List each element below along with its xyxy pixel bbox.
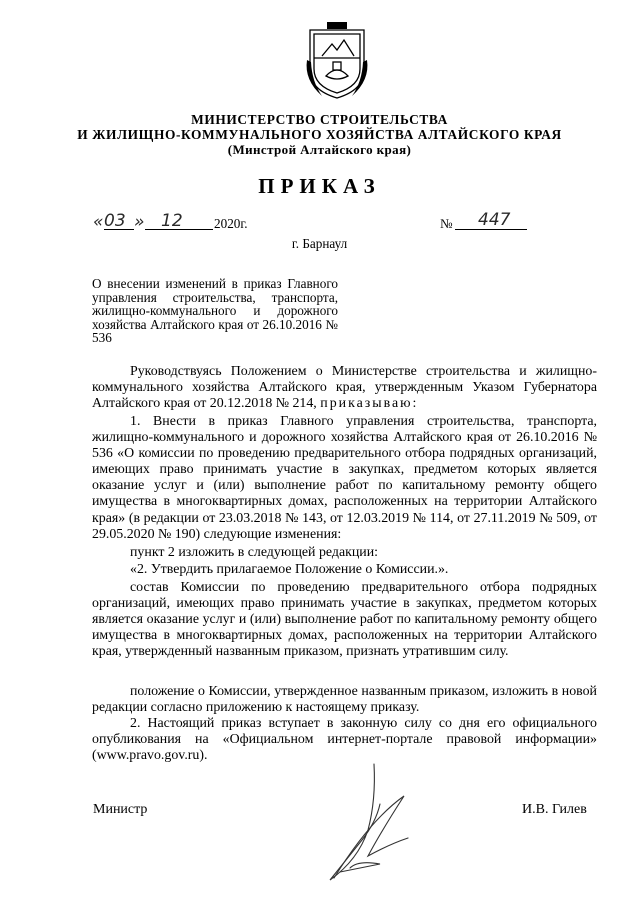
commission-composition-text: состав Комиссии по проведению предварительного отбора подрядных организаций, имеющих право принимать участие в закупках, предметом которых является оказание услуг и (или) выполнение работ по капитальному ремонту общего имущества в многоквартирных домах, расположенных на территории Алтайского края, утвержденный названным приказом, признать утратившим силу.	[92, 580, 597, 660]
date-month-handwritten: 12	[161, 211, 183, 231]
body-paragraph-3	[92, 545, 597, 561]
regulation-text: положение о Комиссии, утвержденное названным приказом, изложить в новой редакции согласно приложению к настоящему приказу.	[92, 684, 597, 716]
body-paragraph-4	[92, 562, 597, 578]
date-close-quote: »	[134, 212, 145, 232]
coat-of-arms-icon	[302, 20, 372, 102]
body-paragraph-5	[92, 580, 597, 660]
date-day-handwritten: 03	[104, 211, 126, 231]
date-open-quote: «	[93, 212, 104, 232]
ministry-name-line2: И ЖИЛИЩНО-КОММУНАЛЬНОГО ХОЗЯЙСТВА АЛТАЙСКОГО КРАЯ	[77, 127, 562, 142]
order-subject: О внесении изменений в приказ Главного управления строительства, транспорта, жилищно-коммунального и дорожного хозяйства Алтайского края от 26.10.2016 № 536	[92, 276, 338, 346]
signatory-name: И.В. Гилев	[522, 802, 587, 817]
date-day-underline	[104, 229, 134, 230]
body-paragraph-7	[92, 716, 597, 764]
point-2-intro: пункт 2 изложить в следующей редакции:	[130, 545, 379, 560]
city-name: г. Барнаул	[291, 236, 348, 251]
order-keyword: приказываю	[320, 396, 413, 412]
item-1-text: 1. Внести в приказ Главного управления строительства, транспорта, жилищно-коммунального и дорожного хозяйства Алтайского края от 26.10.2016 № 536 «О комиссии по проведению предварительного отбора подрядных организаций, имеющих право принимать участие в закупках, предметом которых является оказание услуг и (или) выполнение работ по капитальному ремонту общего имущества в многоквартирных домах, расположенных на территории Алтайского края» (в редакции от 23.03.2018 № 143, от 12.03.2019 № 114, от 27.11.2019 № 509, от 29.05.2020 № 190) следующие изменения:	[92, 414, 597, 542]
item-2-text: 2. Настоящий приказ вступает в законную силу со дня его официального опубликования на «Официальном интернет-портале правовой информации» (www.pravo.gov.ru).	[92, 716, 597, 764]
body-paragraph-6	[92, 684, 597, 716]
order-number-handwritten: 447	[478, 210, 511, 230]
ministry-short-name: (Минстрой Алтайского края)	[227, 142, 412, 157]
date-month-underline	[145, 229, 213, 230]
number-underline	[455, 229, 527, 230]
body-paragraph-2	[92, 414, 597, 543]
document-type-title: ПРИКАЗ	[258, 174, 381, 198]
signatory-position: Министр	[93, 802, 148, 817]
handwritten-signature	[310, 760, 420, 885]
preamble-text: Руководствуясь Положением о Министерстве строительства и жилищно-коммунального хозяйства Алтайского края, утвержденным Указом Губернатора Алтайского края от 20.12.2018 № 214,	[92, 364, 597, 412]
number-label: №	[440, 216, 453, 231]
point-2-new-wording: «2. Утвердить прилагаемое Положение о Комиссии.».	[130, 562, 449, 577]
ministry-name-line1: МИНИСТЕРСТВО СТРОИТЕЛЬСТВА	[191, 112, 448, 127]
preamble-colon: :	[412, 396, 417, 412]
date-year: 2020г.	[214, 216, 248, 231]
body-paragraph-1	[92, 364, 597, 412]
